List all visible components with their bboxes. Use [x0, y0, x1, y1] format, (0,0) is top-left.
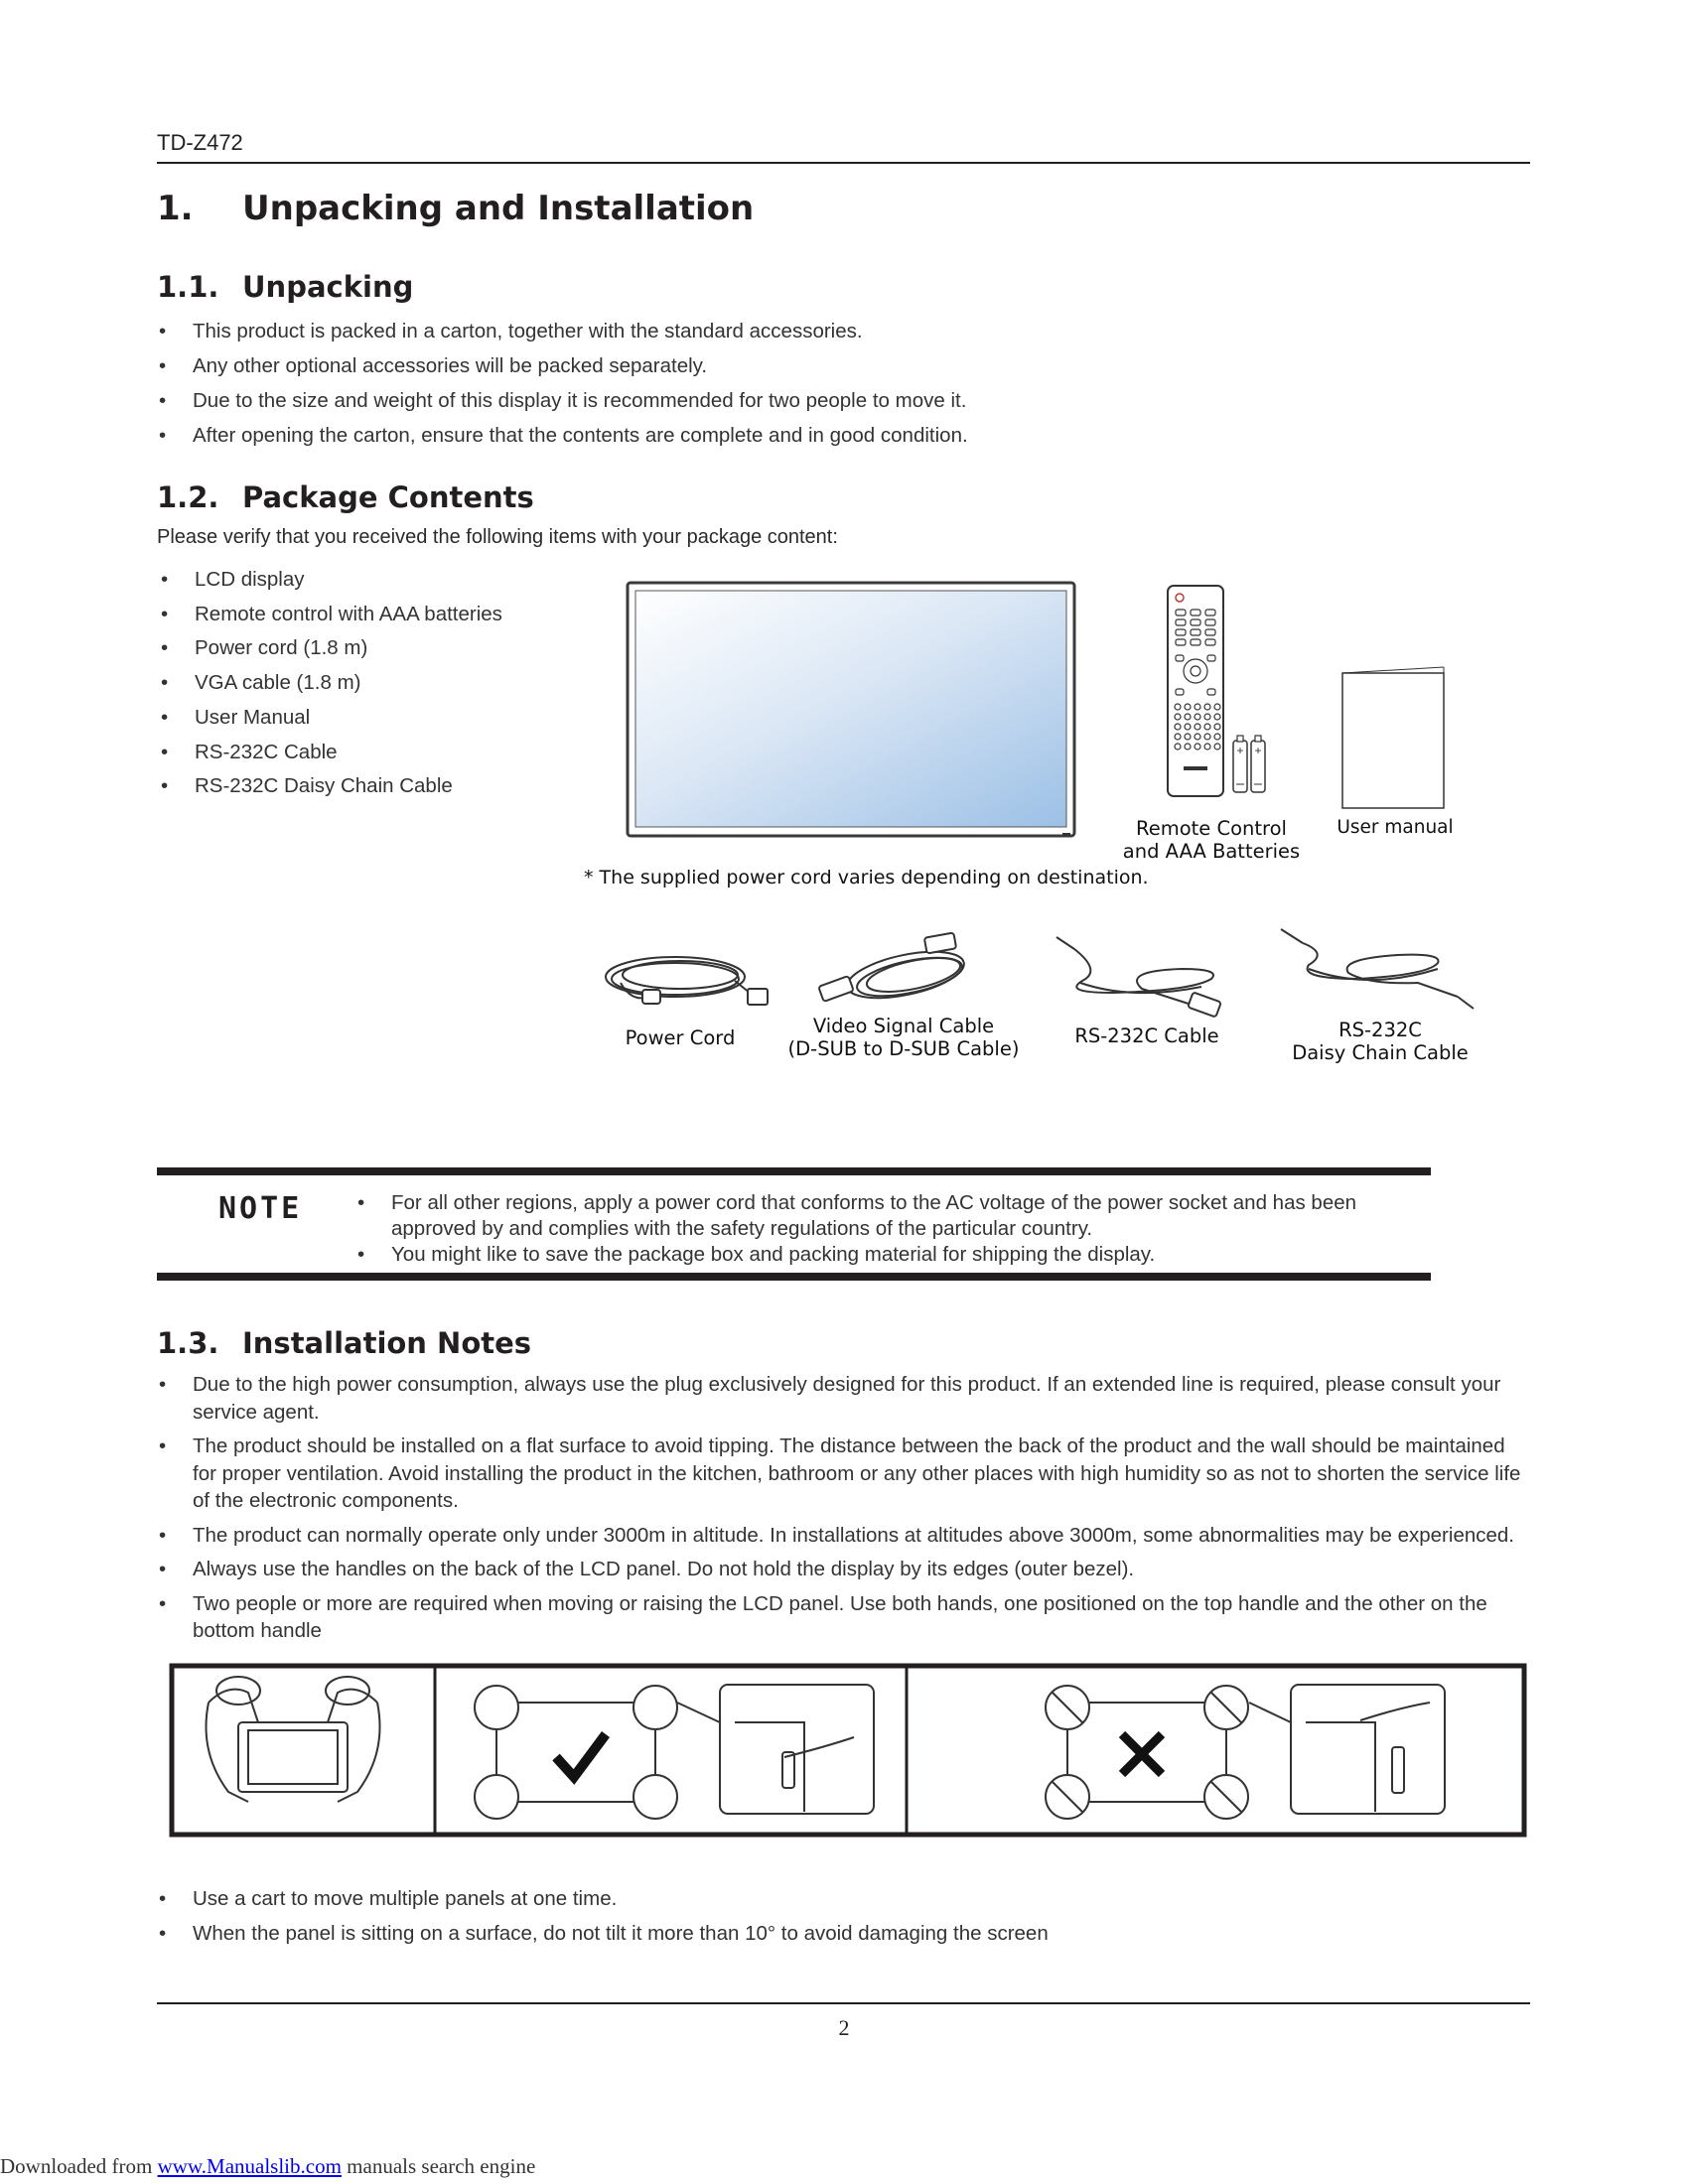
package-intro: Please verify that you received the following items with your package content:	[157, 526, 838, 548]
daisy-caption	[1271, 1019, 1489, 1064]
user-manual-illustration	[1340, 663, 1450, 812]
list-item: • Use a cart to move multiple panels at one time.	[157, 1881, 1527, 1916]
section-heading: Unpacking and Installation	[242, 189, 755, 228]
list-item: • After opening the carton, ensure that the contents are complete and in good condition.	[157, 418, 1527, 453]
subsection-number: 1.3.	[157, 1326, 219, 1360]
subsection-title-unpacking	[157, 270, 413, 304]
unpacking-list	[157, 314, 1527, 453]
installation-notes-list	[157, 1371, 1532, 1652]
subsection-number: 1.1.	[157, 270, 219, 304]
subsection-title-package	[157, 480, 534, 514]
list-item: • LCD display	[159, 563, 576, 598]
download-prefix: Downloaded from	[0, 2154, 158, 2178]
subsection-heading: Package Contents	[242, 480, 534, 514]
video-cable-illustration	[806, 927, 1005, 1017]
svg-text:+: +	[1254, 744, 1262, 757]
note-label: NOTE	[218, 1191, 303, 1226]
lcd-display-illustration	[626, 581, 1082, 844]
rs232-cable-illustration	[1053, 931, 1241, 1021]
power-cord-note: * The supplied power cord varies depending on destination.	[584, 867, 1149, 888]
handling-illustration	[169, 1663, 1529, 1842]
list-item: • This product is packed in a carton, together with the standard accessories.	[157, 314, 1527, 348]
note-item: • For all other regions, apply a power cord that conforms to the AC voltage of the power socket and has been approved by and complies with the safety regulations of the particular country.	[355, 1190, 1408, 1242]
list-item: • Power cord (1.8 m)	[159, 631, 576, 666]
video-caption-line2: (D-SUB to D-SUB Cable)	[787, 1037, 1020, 1060]
list-item: • User Manual	[159, 701, 576, 736]
remote-control-illustration	[1164, 584, 1283, 802]
page-number: 2	[838, 2015, 850, 2040]
svg-text:+: +	[1236, 744, 1244, 757]
video-cable-caption	[774, 1015, 1033, 1060]
manualslib-link[interactable]: www.Manualslib.com	[157, 2154, 342, 2178]
download-credit	[0, 2154, 535, 2179]
daisy-chain-cable-illustration	[1279, 923, 1477, 1013]
remote-caption-line1: Remote Control	[1136, 817, 1287, 840]
manual-caption: User manual	[1336, 817, 1454, 838]
list-item: • Always use the handles on the back of the LCD panel. Do not hold the display by its edges (outer bezel).	[157, 1556, 1532, 1583]
note-item: • You might like to save the package box and packing material for shipping the display.	[355, 1242, 1408, 1268]
power-cord-caption: Power Cord	[625, 1026, 736, 1049]
video-caption-line1: Video Signal Cable	[812, 1015, 995, 1037]
note-list	[355, 1190, 1408, 1268]
list-item: • VGA cable (1.8 m)	[159, 666, 576, 701]
header-rule	[157, 162, 1530, 164]
note-top-bar	[157, 1167, 1431, 1175]
daisy-caption-line2: Daisy Chain Cable	[1292, 1041, 1469, 1064]
aaa-batteries	[1233, 736, 1265, 792]
list-item: • RS-232C Daisy Chain Cable	[159, 769, 576, 804]
list-item: • Two people or more are required when moving or raising the LCD panel. Use both hands, one positioned on the top handle and the other on the bottom handle	[157, 1590, 1532, 1645]
list-item: • The product can normally operate only under 3000m in altitude. In installations at altitudes above 3000m, some abnormalities may be experienced.	[157, 1522, 1532, 1550]
note-bottom-bar	[157, 1273, 1431, 1281]
list-item: • Remote control with AAA batteries	[159, 598, 576, 632]
section-number: 1.	[157, 189, 194, 228]
subsection-heading: Installation Notes	[242, 1326, 532, 1360]
list-item: • Any other optional accessories will be packed separately.	[157, 348, 1527, 383]
section-title	[157, 189, 754, 228]
power-cord-illustration	[601, 943, 774, 1015]
subsection-heading: Unpacking	[242, 270, 414, 304]
daisy-caption-line1: RS-232C	[1338, 1019, 1422, 1041]
footer-rule	[157, 2002, 1530, 2004]
remote-caption	[1122, 817, 1301, 863]
subsection-number: 1.2.	[157, 480, 219, 514]
download-suffix: manuals search engine	[341, 2154, 536, 2178]
list-item: • The product should be installed on a flat surface to avoid tipping. The distance between the back of the product and the wall should be maintained for proper ventilation. Avoid installing the product in the kitchen, bathroom or any other places with high humidity so as not to shorten the service life of the electronic components.	[157, 1433, 1532, 1515]
list-item: • Due to the high power consumption, always use the plug exclusively designed for this product. If an extended line is required, please consult your service agent.	[157, 1371, 1532, 1426]
document-model: TD-Z472	[157, 130, 243, 155]
rs232-caption: RS-232C Cable	[1074, 1024, 1219, 1047]
package-list	[159, 563, 576, 804]
list-item: • RS-232C Cable	[159, 736, 576, 770]
installation-extra-list	[157, 1881, 1527, 1951]
list-item: • When the panel is sitting on a surface, do not tilt it more than 10° to avoid damaging the screen	[157, 1916, 1527, 1951]
list-item: • Due to the size and weight of this display it is recommended for two people to move it.	[157, 383, 1527, 418]
remote-caption-line2: and AAA Batteries	[1122, 840, 1301, 863]
subsection-title-installation	[157, 1326, 531, 1360]
